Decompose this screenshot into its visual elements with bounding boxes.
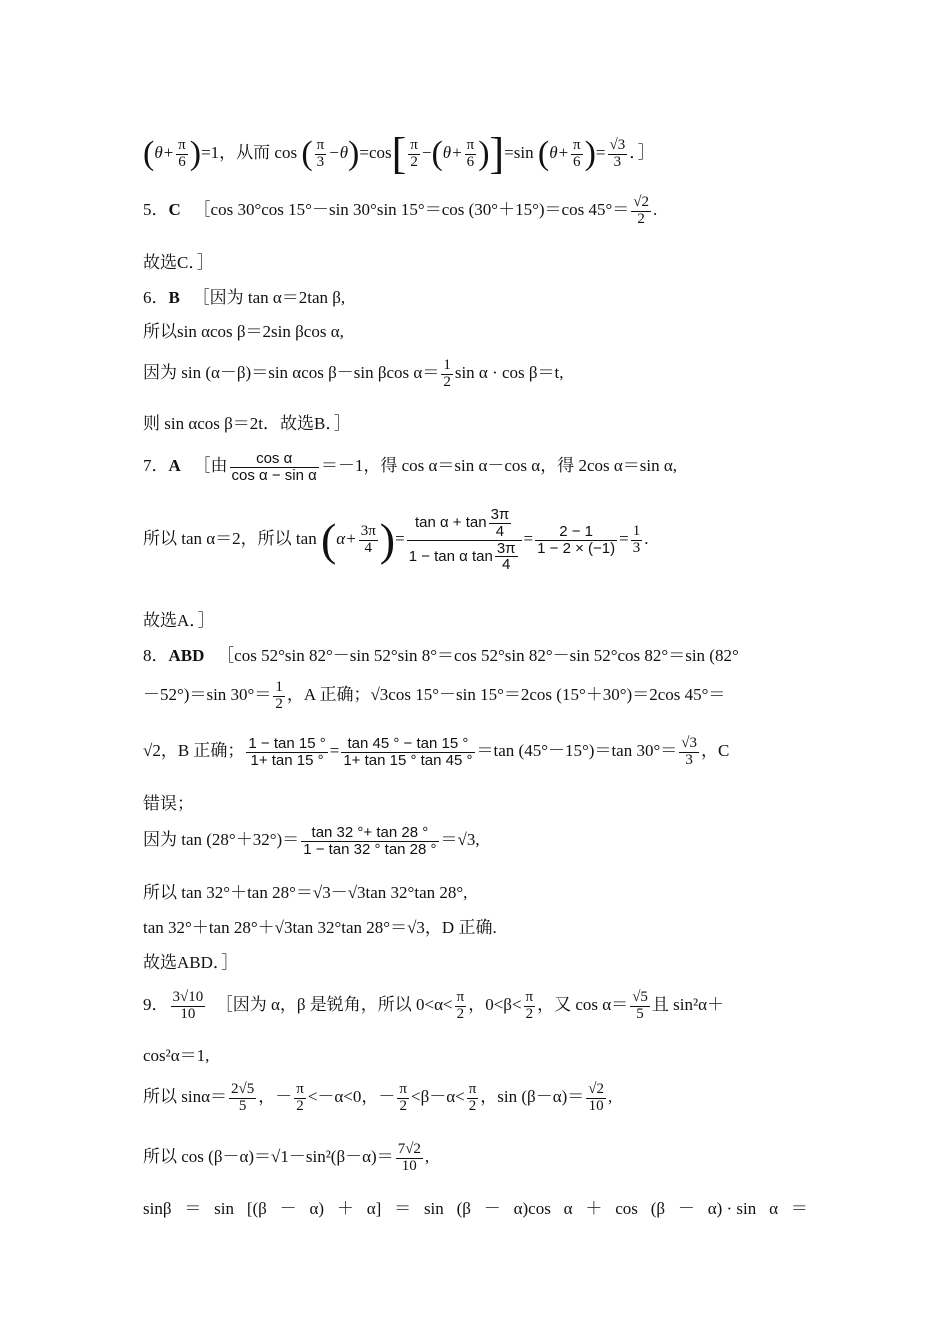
fraction: tan α + tan $\frac{3\pi}{4}$ 1 − tan α tan $\frac{3\pi}{4}$ [407,507,522,573]
paren-open: ( [143,135,155,172]
fraction: $\frac{√3}{3}$ [681,735,698,768]
line-9: 所以 tan α＝2，所以 tan (α+ $\frac{3\pi}{4}$ )= tan α + tan $\frac{3\pi}{4}$ 1 − tan α tan $\frac{3\pi}{4}$ = $\frac{2 - 1}{1 - 2 \times (-1)}$ = $\frac{1}{3}$ . [143,506,649,574]
line-23 [143,1200,808,1217]
line-2: 5．C ［cos 30°cos 15°－sin 30°sin 15°＝cos (30°＋15°)＝cos 45°＝ $\frac{√2}{2}$ . [143,194,658,227]
fraction: $\frac{\pi}{2}$ [525,989,534,1022]
word: α) · sin [707,1199,757,1218]
line-17: tan 32°＋tan 28°＋√3tan 32°tan 28°＝√3，D 正确. [143,918,497,937]
fraction: $\frac{1}{2}$ [443,357,451,390]
word: ＝ [394,1199,412,1218]
line-3: 故选C．］ [143,253,214,272]
answer: C [168,200,181,220]
fraction: $\frac{1}{2}$ [275,679,283,712]
question-number: 8． [143,646,169,665]
line-18: 故选ABD．］ [143,953,239,972]
fraction: $\frac{\pi}{6}$ [178,136,186,170]
fraction: $\frac{√3}{3}$ [609,136,626,170]
word: α)cos [513,1199,551,1218]
fraction: $\frac{3\pi}{4}$ [360,522,376,556]
fraction: $\frac{√2}{10}$ [588,1081,604,1114]
question-number: 5． [143,200,169,220]
word: (β [650,1199,666,1218]
word: ＋ [585,1199,603,1218]
fraction: $\frac{√5}{5}$ [632,989,648,1022]
fraction: $\frac{3√10}{10}$ [172,989,204,1022]
line-5: 所以sin αcos β＝2sin βcos α, [143,322,344,341]
line-11: 8．ABD ［cos 52°sin 82°－sin 52°sin 8°＝cos 52°sin 82°－sin 52°cos 82°＝sin (82° [143,646,739,665]
fraction: $\frac{\pi}{2}$ [456,989,465,1022]
word: α] [366,1199,382,1218]
line-21: 所以 sinα＝ $\frac{2√5}{5}$ ，－ $\frac{\pi}{2}$ <－α<0，－ $\frac{\pi}{2}$ <β－α< $\frac{\pi}{2}$ ，sin (β－α)＝ $\frac{√2}{10}$ , [143,1081,613,1114]
word: － [677,1199,695,1218]
fraction: $\frac{7√2}{10}$ [397,1141,421,1174]
answer: B [168,288,180,307]
fraction: $\frac{1 - \tan 15 ^\circ}{1+ \tan 15 ^\circ}$ [248,735,326,769]
line-10: 故选A．］ [143,611,215,630]
word: － [279,1199,297,1218]
fraction: $\frac{2 - 1}{1 - 2 \times (-1)}$ [537,522,616,557]
line-14: 错误； [143,794,194,813]
fraction: $\frac{1}{3}$ [632,522,641,556]
word: sinβ [143,1199,172,1218]
fraction: $\frac{2√5}{5}$ [231,1081,255,1114]
fraction: $\frac{\pi}{2}$ [410,136,418,170]
text-run: =1，从而 cos [201,142,302,162]
fraction: $\frac{\pi}{6}$ [573,136,581,170]
word: － [483,1199,501,1218]
word: ＋ [336,1199,354,1218]
answer: ABD [168,646,205,665]
question-number: 7． [143,456,169,476]
word: α) [309,1199,325,1218]
line-22: 所以 cos (β－α)＝√1－sin²(β－α)＝ $\frac{7√2}{10}$ , [143,1141,430,1174]
line-19: 9． $\frac{3√10}{10}$ ［因为 α，β 是锐角，所以 0<α< $\frac{\pi}{2}$ ，0<β< $\frac{\pi}{2}$ ，又 cos α＝ $\frac{√5}{5}$ 且 sin²α＋ [143,989,725,1022]
line-7: 则 sin αcos β＝2t．故选B．］ [143,414,351,433]
fraction: $\frac{\text{cos α}}{\text{cos α − sin α}}$ [231,450,317,484]
line-15: 因为 tan (28°＋32°)＝ $\frac{\tan 32 ^\circ+ \tan 28 ^\circ}{1 - \tan 32 ^\circ \tan 28 ^\circ}$ ＝√3, [143,824,480,858]
paren-close: ) [189,135,202,172]
fraction: $\frac{\pi}{2}$ [399,1081,407,1114]
line-8: 7．A ［由 $\frac{\text{cos α}}{\text{cos α − sin α}}$ ＝－1，得 cos α＝sin α－cos α，得 2cos α＝sin α, [143,450,678,484]
answer: A [168,456,181,476]
word: sin [214,1199,234,1218]
question-number: 6． [143,288,169,307]
fraction: $\frac{\pi}{2}$ [468,1081,477,1114]
line-13: √2，B 正确； $\frac{1 - \tan 15 ^\circ}{1+ \tan 15 ^\circ}$ = $\frac{\tan 45 ^\circ - \tan 15 ^\circ}{1+ \tan 15 ^\circ \tan 45 ^\circ}$ ＝tan (45°－15°)＝tan 30°＝ $\frac{√3}{3}$ ，C [143,735,730,769]
line-6: 因为 sin (α－β)＝sin αcos β－sin βcos α＝ $\frac{1}{2}$ sin α · cos β＝t, [143,357,564,390]
fraction: $\frac{\pi}{2}$ [296,1081,304,1114]
line-1: (θ+ $\frac{\pi}{6}$ )=1，从而 cos ( $\frac{\pi}{3}$ −θ)=cos[ $\frac{\pi}{2}$ −(θ+ $\frac{\pi}{6}$ )]=sin (θ+ $\frac{\pi}{6}$ )= $\frac{√3}{3}$ ．］ [143,129,655,178]
line-4: 6．B ［因为 tan α＝2tan β, [143,288,346,307]
word: ＝ [184,1199,202,1218]
line-20: cos²α＝1, [143,1046,210,1065]
fraction: $\frac{\tan 45 ^\circ - \tan 15 ^\circ}{1+ \tan 15 ^\circ \tan 45 ^\circ}$ [343,735,473,769]
line-16: 所以 tan 32°＋tan 28°＝√3－√3tan 32°tan 28°, [143,883,468,902]
fraction: $\frac{\pi}{6}$ [466,136,475,170]
word: [(β [246,1199,267,1218]
math-text: θ+ [154,142,175,162]
word: sin [423,1199,444,1218]
word: cos [615,1199,638,1218]
word: ＝ [790,1199,808,1218]
fraction: $\frac{\pi}{3}$ [316,136,325,170]
word: α [563,1199,573,1218]
fraction: $\frac{\tan 32 ^\circ+ \tan 28 ^\circ}{1 - \tan 32 ^\circ \tan 28 ^\circ}$ [303,824,437,858]
word: α [769,1199,779,1218]
word: (β [456,1199,471,1218]
line-12: －52°)＝sin 30°＝ $\frac{1}{2}$ ，A 正确；√3cos 15°－sin 15°＝2cos (15°＋30°)＝2cos 45°＝ [143,679,726,712]
fraction: $\frac{√2}{2}$ [633,194,649,227]
question-number: 9． [143,995,169,1015]
